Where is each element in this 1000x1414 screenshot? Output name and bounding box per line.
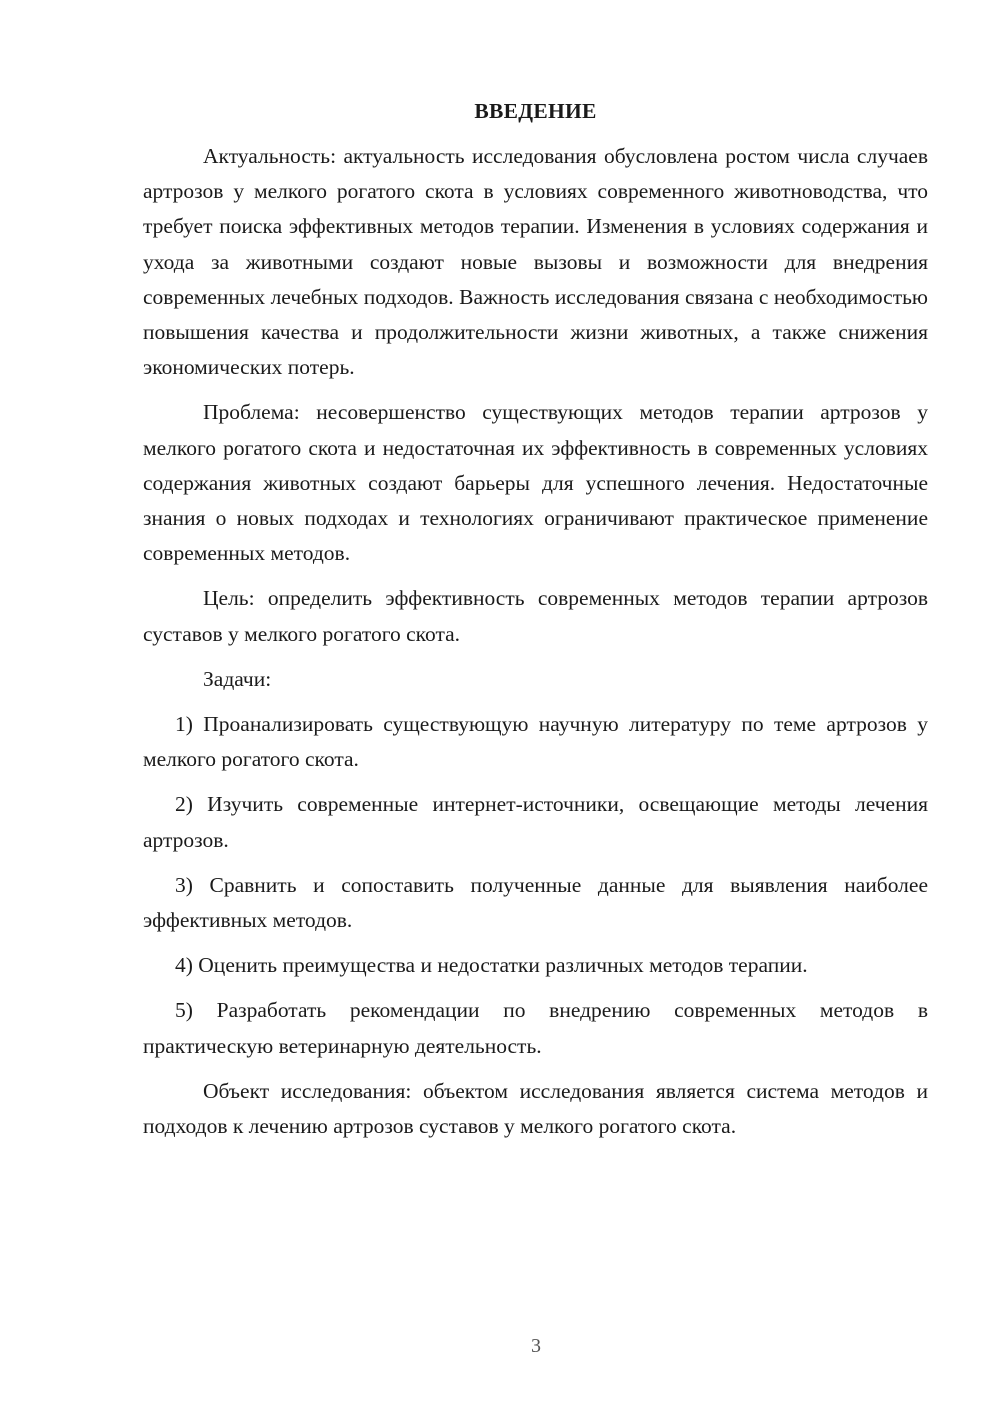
page-number: 3 <box>531 1335 541 1357</box>
relevance-paragraph: Актуальность: актуальность исследования обусловлена ростом числа случаев артрозов у мелкого рогатого скота в условиях современного животноводства, что требует поиска эффективных методов терапии. Изменения в условиях содержания и ухода за животными создают новые вызовы и возможности для внедрения современных лечебных подходов. Важность исследования связана с необходимостью повышения качества и продолжительности жизни животных, а также снижения экономических потерь. <box>143 144 928 380</box>
task-item: 1) Проанализировать существующую научную литературу по теме артрозов у мелкого рогатого скота. <box>143 712 928 772</box>
task-item: 5) Разработать рекомендации по внедрению современных методов в практическую ветеринарную деятельность. <box>143 998 928 1058</box>
goal-paragraph: Цель: определить эффективность современных методов терапии артрозов суставов у мелкого рогатого скота. <box>143 586 928 646</box>
task-item: 2) Изучить современные интернет-источники, освещающие методы лечения артрозов. <box>143 792 928 852</box>
task-item: 4) Оценить преимущества и недостатки различных методов терапии. <box>175 953 808 978</box>
task-item: 3) Сравнить и сопоставить полученные данные для выявления наиболее эффективных методов. <box>143 872 928 933</box>
problem-paragraph: Проблема: несовершенство существующих методов терапии артрозов у мелкого рогатого скота и недостаточная их эффективность в современных условиях содержания животных создают барьеры для успешного лечения. Недостаточные знания о новых подходах и технологиях ограничивают практическое применение современных методов. <box>143 400 928 566</box>
page-content <box>143 97 928 1144</box>
tasks-heading: Задачи: <box>203 666 272 691</box>
section-title: ВВЕДЕНИЕ <box>474 99 597 123</box>
object-paragraph: Объект исследования: объектом исследования является система методов и подходов к лечению артрозов суставов у мелкого рогатого скота. <box>143 1078 928 1139</box>
